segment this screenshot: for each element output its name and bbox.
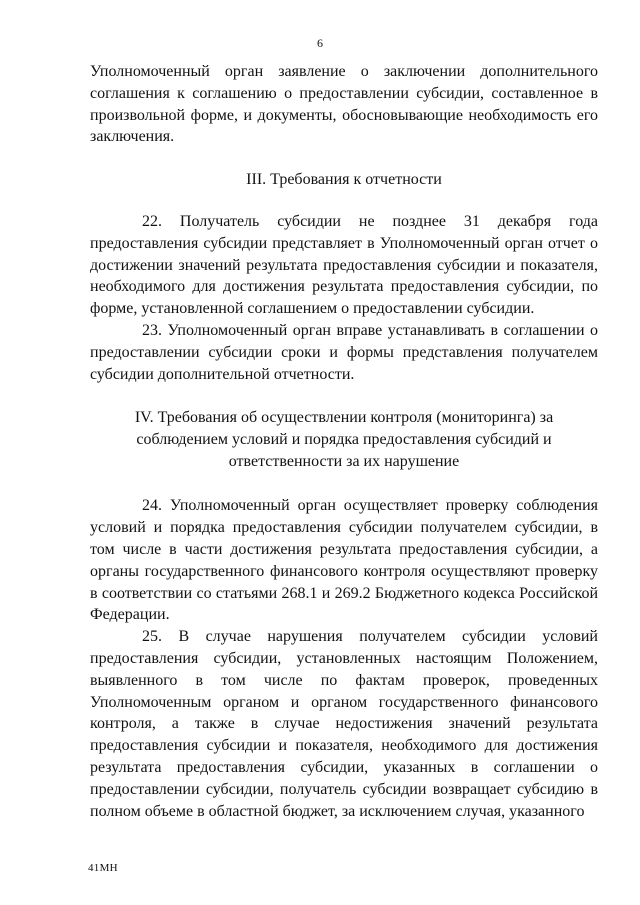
document-body [90,61,598,822]
intro-paragraph: Уполномоченный орган заявление о заключении дополнительного соглашения к соглашению о предоставлении субсидии, составленное в произвольной форме, и документы, обосновывающие необходимость его заключения. [90,63,598,146]
page-number: 6 [317,36,323,50]
paragraph-22: 22. Получатель субсидии не позднее 31 декабря года предоставления субсидии представляет в Уполномоченный орган отчет о достижении значений результата предоставления субсидии и показателя, необходимого для достижения результата предоставления субсидии, по форме, установленной соглашением о предоставлении субсидии. [90,212,598,318]
section-3-heading: III. Требования к отчетности [246,171,442,189]
paragraph-24: 24. Уполномоченный орган осуществляет проверку соблюдения условий и порядка предоставления субсидии получателем субсидии, в том числе в части достижения результата предоставления субсидии, а органы государственного финансового контроля осуществляют проверку в соответствии со статьями 268.1 и 269.2 Бюджетного кодекса Российской Федерации. [90,497,598,624]
document-code: 41МН [88,862,118,874]
section-4-heading: IV. Требования об осуществлении контроля (мониторинга) за соблюдением условий и порядка предоставления субсидий и ответственности за их нарушение [134,409,554,471]
paragraph-23: 23. Уполномоченный орган вправе устанавливать в соглашении о предоставлении субсидии сроки и формы представления получателем субсидии дополнительной отчетности. [90,321,598,383]
paragraph-25: 25. В случае нарушения получателем субсидии условий предоставления субсидии, установленных настоящим Положением, выявленного в том числе по фактам проверок, проведенных Уполномоченным органом и органом государственного финансового контроля, а также в случае недостижения значений результата предоставления субсидии и показателя, необходимого для достижения результата предоставления субсидии, указанных в соглашении о предоставлении субсидии, получатель субсидии возвращает субсидию в полном объеме в областной бюджет, за исключением случая, указанного [90,628,598,820]
